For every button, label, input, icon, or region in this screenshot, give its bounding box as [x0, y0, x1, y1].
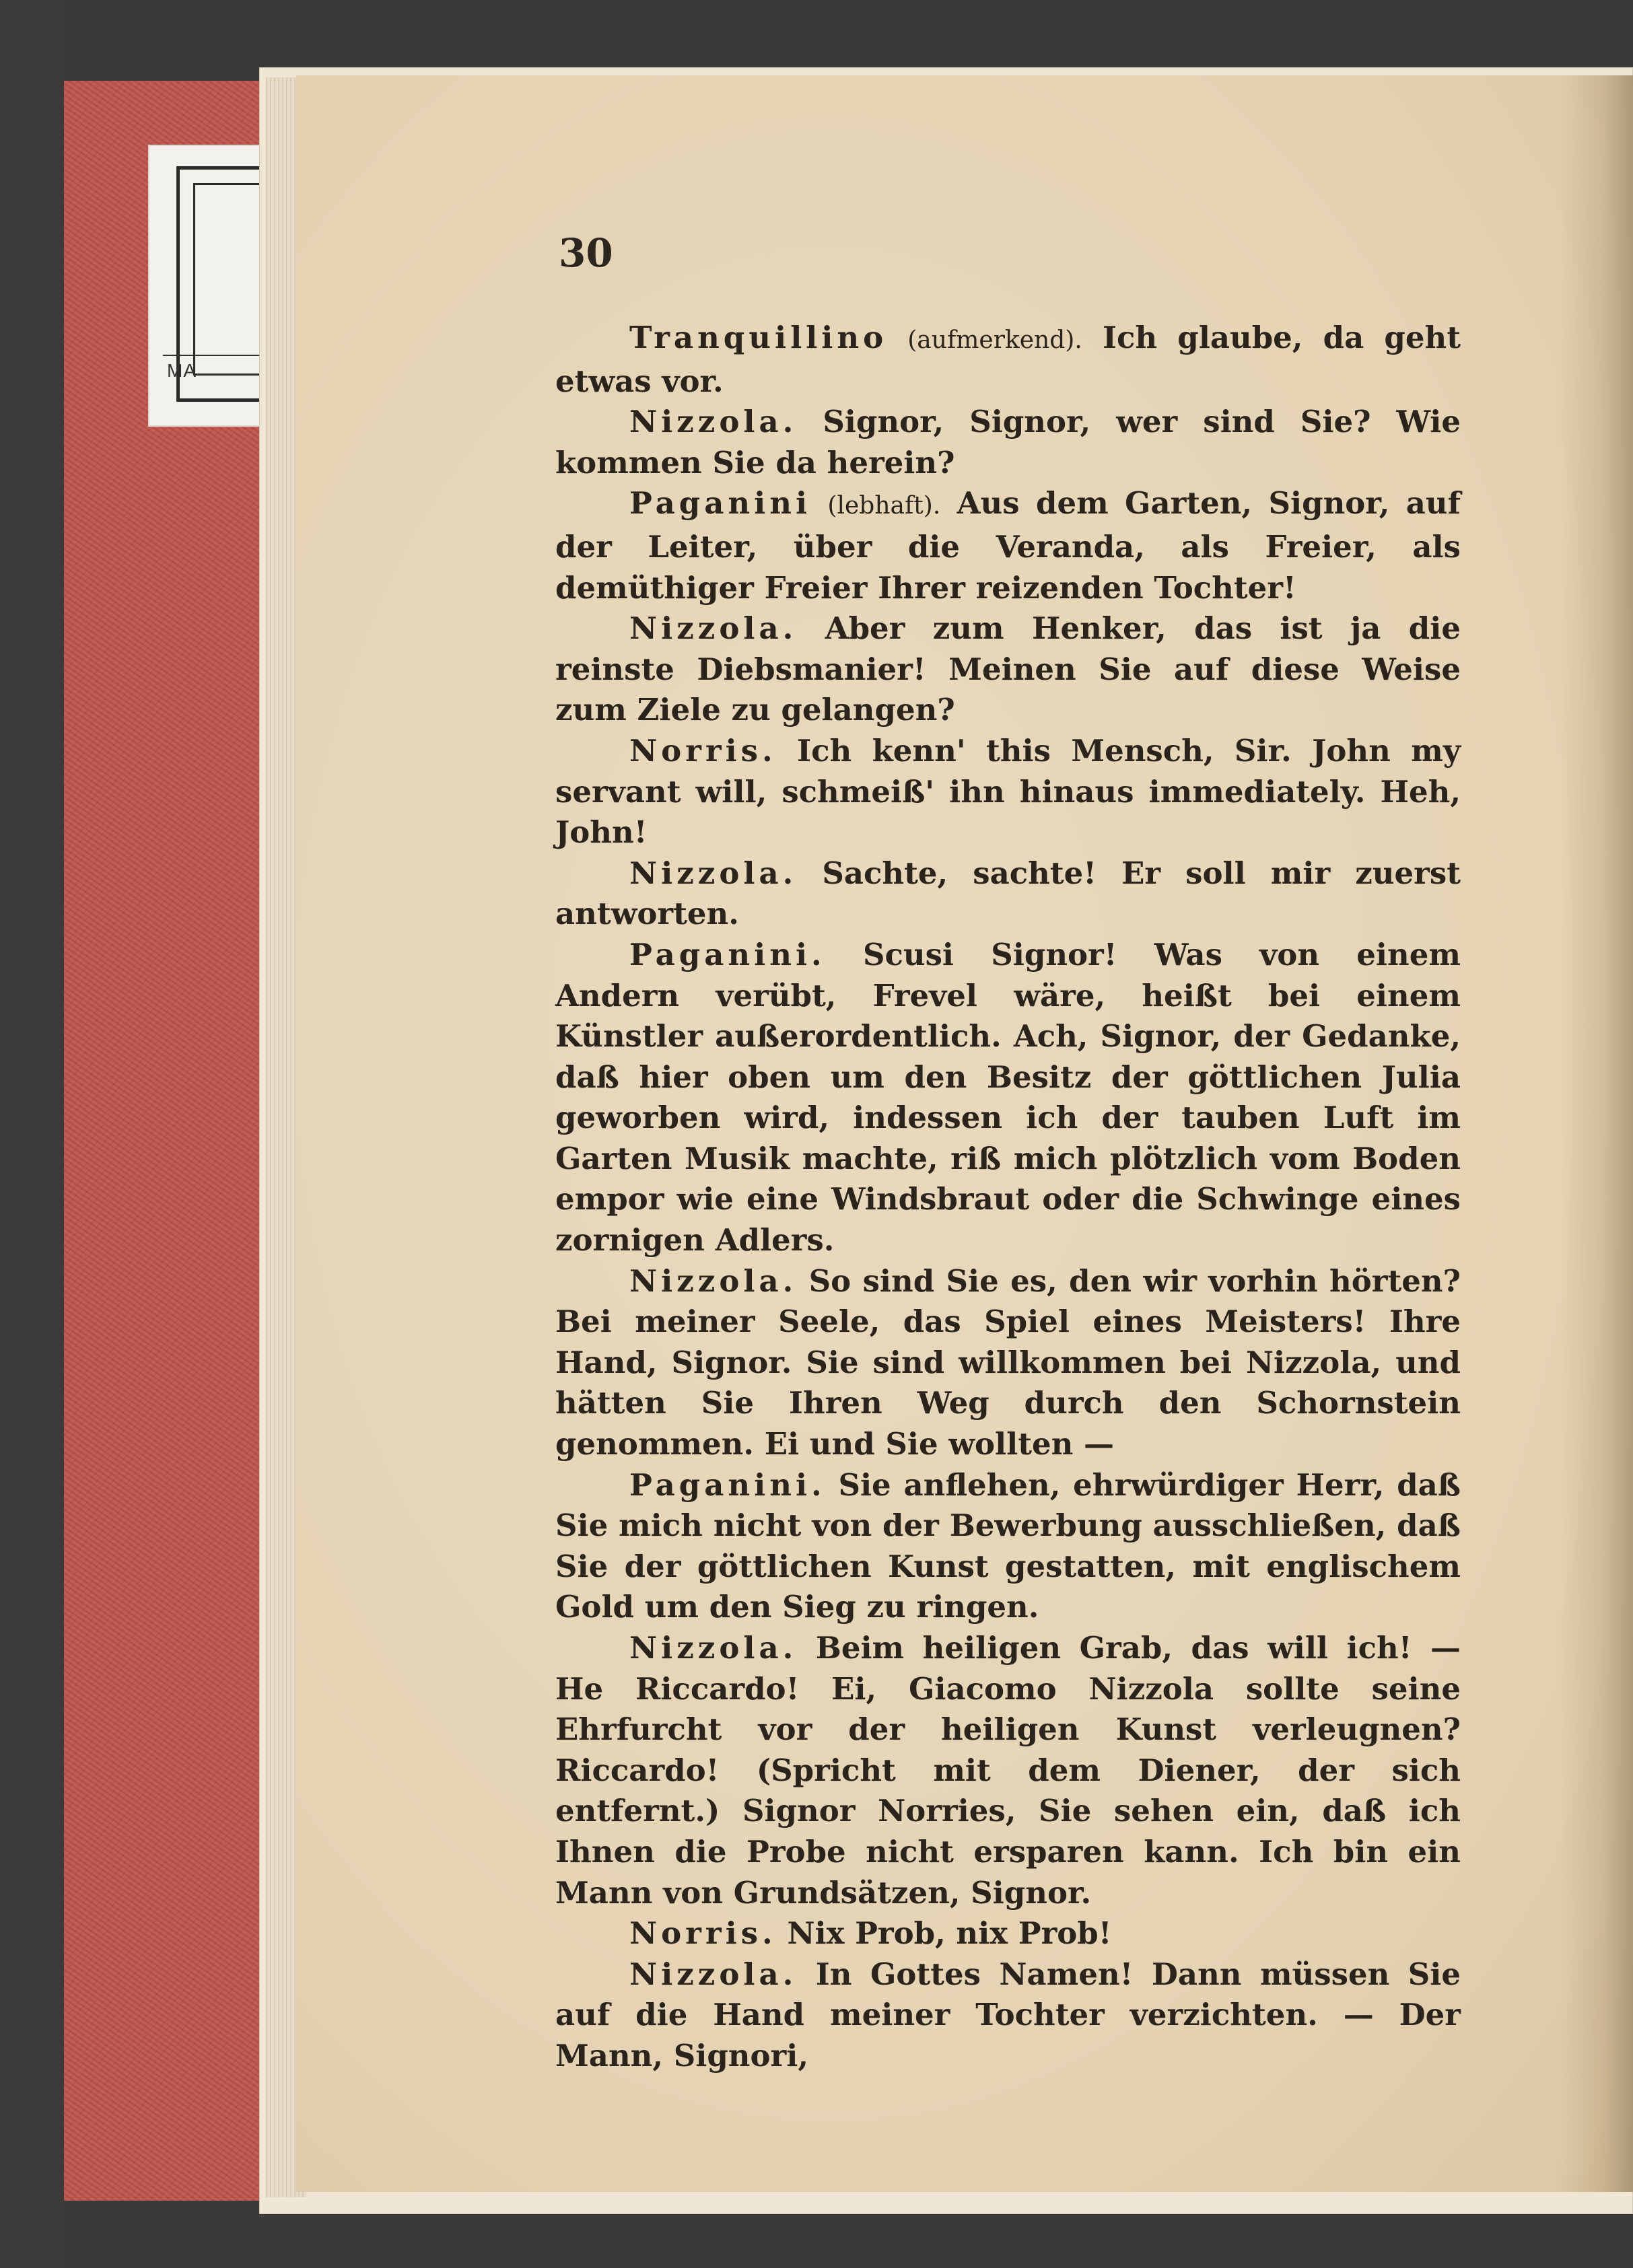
dialogue-text: Beim heiligen Grab, das will ich! — He Riccardo! Ei, Giacomo Nizzola sollte seine Ehrfurcht vor der heiligen Kunst verleugnen? Riccardo! (Spricht mit dem Diener, der sich entfernt.) Signor Norries, Sie sehen ein, daß ich Ihnen die Probe nicht ersparen kann. Ich bin ein Mann von Grundsätzen, Signor. [555, 1630, 1461, 1911]
speaker-name: Norris. [629, 1915, 777, 1952]
paragraph [555, 608, 1461, 731]
dialogue-text: Aber zum Henker, das ist ja die reinste Diebsmanier! Meinen Sie auf diese Weise zum Ziele zu gelangen? [555, 610, 1461, 728]
paragraph [555, 731, 1461, 853]
dialogue-text: Ich glaube, da geht etwas vor. [555, 320, 1461, 399]
paragraph [555, 853, 1461, 935]
dialogue-text: Ich kenn' this Mensch, Sir. John my servant will, schmeiß' ihn hinaus immediately. Heh, John! [555, 732, 1461, 851]
paragraph [555, 318, 1461, 402]
page-number: 30 [559, 230, 613, 276]
speaker-name: Nizzola. [629, 855, 798, 891]
dialogue-text: In Gottes Namen! Dann müssen Sie auf die Hand meiner Tochter verzichten. — Der Mann, Signori, [555, 1956, 1461, 2074]
paragraph [555, 1954, 1461, 2077]
paragraph [555, 1465, 1461, 1628]
speaker-name: Nizzola. [629, 610, 798, 647]
paragraph [555, 935, 1461, 1261]
page-text [555, 318, 1461, 2077]
paragraph [555, 402, 1461, 483]
paragraph [555, 483, 1461, 608]
speaker-name: Paganini. [629, 936, 826, 972]
gutter-shadow [1559, 75, 1633, 2192]
speaker-name: Nizzola. [629, 1630, 798, 1666]
paragraph [555, 1913, 1461, 1954]
speaker-name: Norris. [629, 732, 777, 769]
book-page [296, 75, 1633, 2192]
dialogue-text: Aus dem Garten, Signor, auf der Leiter, über die Veranda, als Freier, als demüthiger Freier Ihrer reizenden Tochter! [555, 485, 1461, 606]
stage-direction: (lebhaft). [827, 492, 941, 520]
dialogue-text: Sachte, sachte! Er soll mir zuerst antworten. [555, 855, 1461, 932]
speaker-name: Paganini. [629, 1466, 826, 1503]
dialogue-text: Scusi Signor! Was von einem Andern verübt, Frevel wäre, heißt bei einem Künstler außerordentlich. Ach, Signor, der Gedanke, daß hier oben um den Besitz der göttlichen Julia geworben wird, indessen ich der tauben Luft im Garten Musik machte, riß mich plötzlich vom Boden empor wie eine Windsbraut oder die Schwinge eines zornigen Adlers. [555, 936, 1461, 1259]
speaker-name: Tranquillino [629, 320, 888, 355]
stage-direction: (aufmerkend). [907, 326, 1082, 354]
label-rule [163, 355, 271, 356]
speaker-name: Nizzola. [629, 1956, 798, 1992]
speaker-name: Nizzola. [629, 1263, 798, 1299]
speaker-name: Nizzola. [629, 404, 798, 440]
background-dark [0, 0, 64, 2268]
dialogue-text: Sie anflehen, ehrwürdiger Herr, daß Sie mich nicht von der Bewerbung ausschließen, daß Sie der göttlichen Kunst gestatten, mit englischem Gold um den Sieg zu ringen. [555, 1466, 1461, 1625]
dialogue-text: So sind Sie es, den wir vorhin hörten? Bei meiner Seele, das Spiel eines Meisters! Ihre Hand, Signor. Sie sind willkommen bei Nizzola, und hätten Sie Ihren Weg durch den Schornstein genommen. Ei und Sie wollten — [555, 1263, 1461, 1462]
label-text: MA [167, 360, 197, 381]
paragraph [555, 1261, 1461, 1465]
speaker-name: Paganini [629, 485, 812, 522]
dialogue-text: Nix Prob, nix Prob! [787, 1915, 1112, 1952]
paragraph [555, 1628, 1461, 1913]
dialogue-text: Signor, Signor, wer sind Sie? Wie kommen Sie da herein? [555, 404, 1461, 481]
